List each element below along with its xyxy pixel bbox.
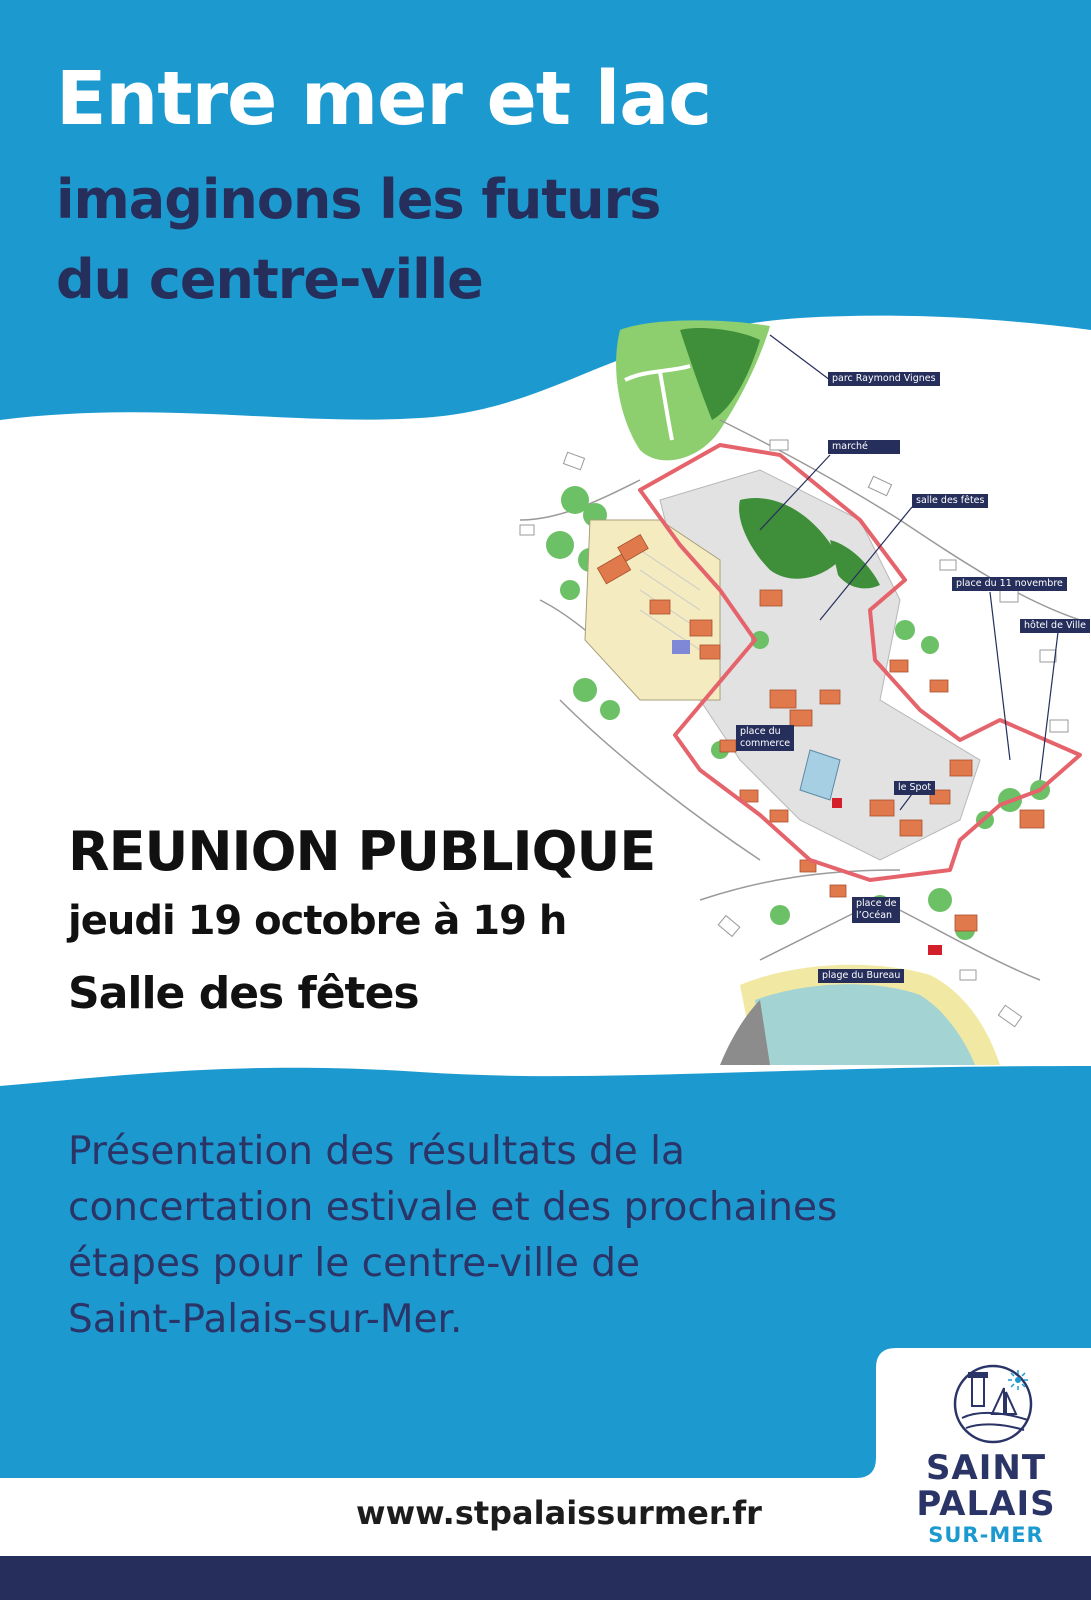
description-line-1: Présentation des résultats de la (68, 1129, 685, 1174)
logo-line-2: PALAIS (916, 1484, 1056, 1524)
map-label-hotel-de-ville: hôtel de Ville (1020, 619, 1090, 633)
map-label-commerce-line2: commerce (740, 738, 791, 749)
map-label-ocean-line1: place de (856, 898, 897, 909)
map-label-place-du-commerce (736, 725, 794, 751)
website-link[interactable]: www.stpalaissurmer.fr (356, 1494, 762, 1532)
logo-line-3: SUR-MER (928, 1523, 1044, 1547)
logo-line-1: SAINT (925, 1448, 1047, 1488)
map-label-commerce-line1: place du (740, 726, 781, 737)
subtitle-line-1: imaginons les futurs (56, 168, 661, 231)
map-label-salle-des-fetes: salle des fêtes (912, 494, 988, 508)
map-label-place-11-novembre: place du 11 novembre (952, 577, 1067, 591)
city-emblem-icon (948, 1358, 1038, 1448)
event-description (68, 1124, 888, 1348)
town-center-map (500, 320, 1091, 1065)
map-label-parc: parc Raymond Vignes (828, 372, 940, 386)
subtitle-line-2: du centre-ville (56, 248, 483, 311)
map-label-plage-du-bureau: plage du Bureau (818, 969, 904, 983)
map-label-marche: marché (828, 440, 900, 454)
event-date: jeudi 19 octobre à 19 h (68, 898, 567, 944)
map-label-place-de-locean (852, 897, 900, 923)
event-title: REUNION PUBLIQUE (68, 820, 656, 883)
map-label-ocean-line2: l’Océan (856, 910, 893, 921)
city-logo-wordmark (916, 1450, 1056, 1548)
headline-title: Entre mer et lac (56, 56, 712, 142)
description-line-4: Saint-Palais-sur-Mer. (68, 1297, 463, 1342)
event-place: Salle des fêtes (68, 968, 419, 1019)
headline-subtitle (56, 160, 660, 320)
description-line-3: étapes pour le centre-ville de (68, 1241, 641, 1286)
map-label-le-spot: le Spot (894, 781, 935, 795)
description-line-2: concertation estivale et des prochaines (68, 1185, 838, 1230)
